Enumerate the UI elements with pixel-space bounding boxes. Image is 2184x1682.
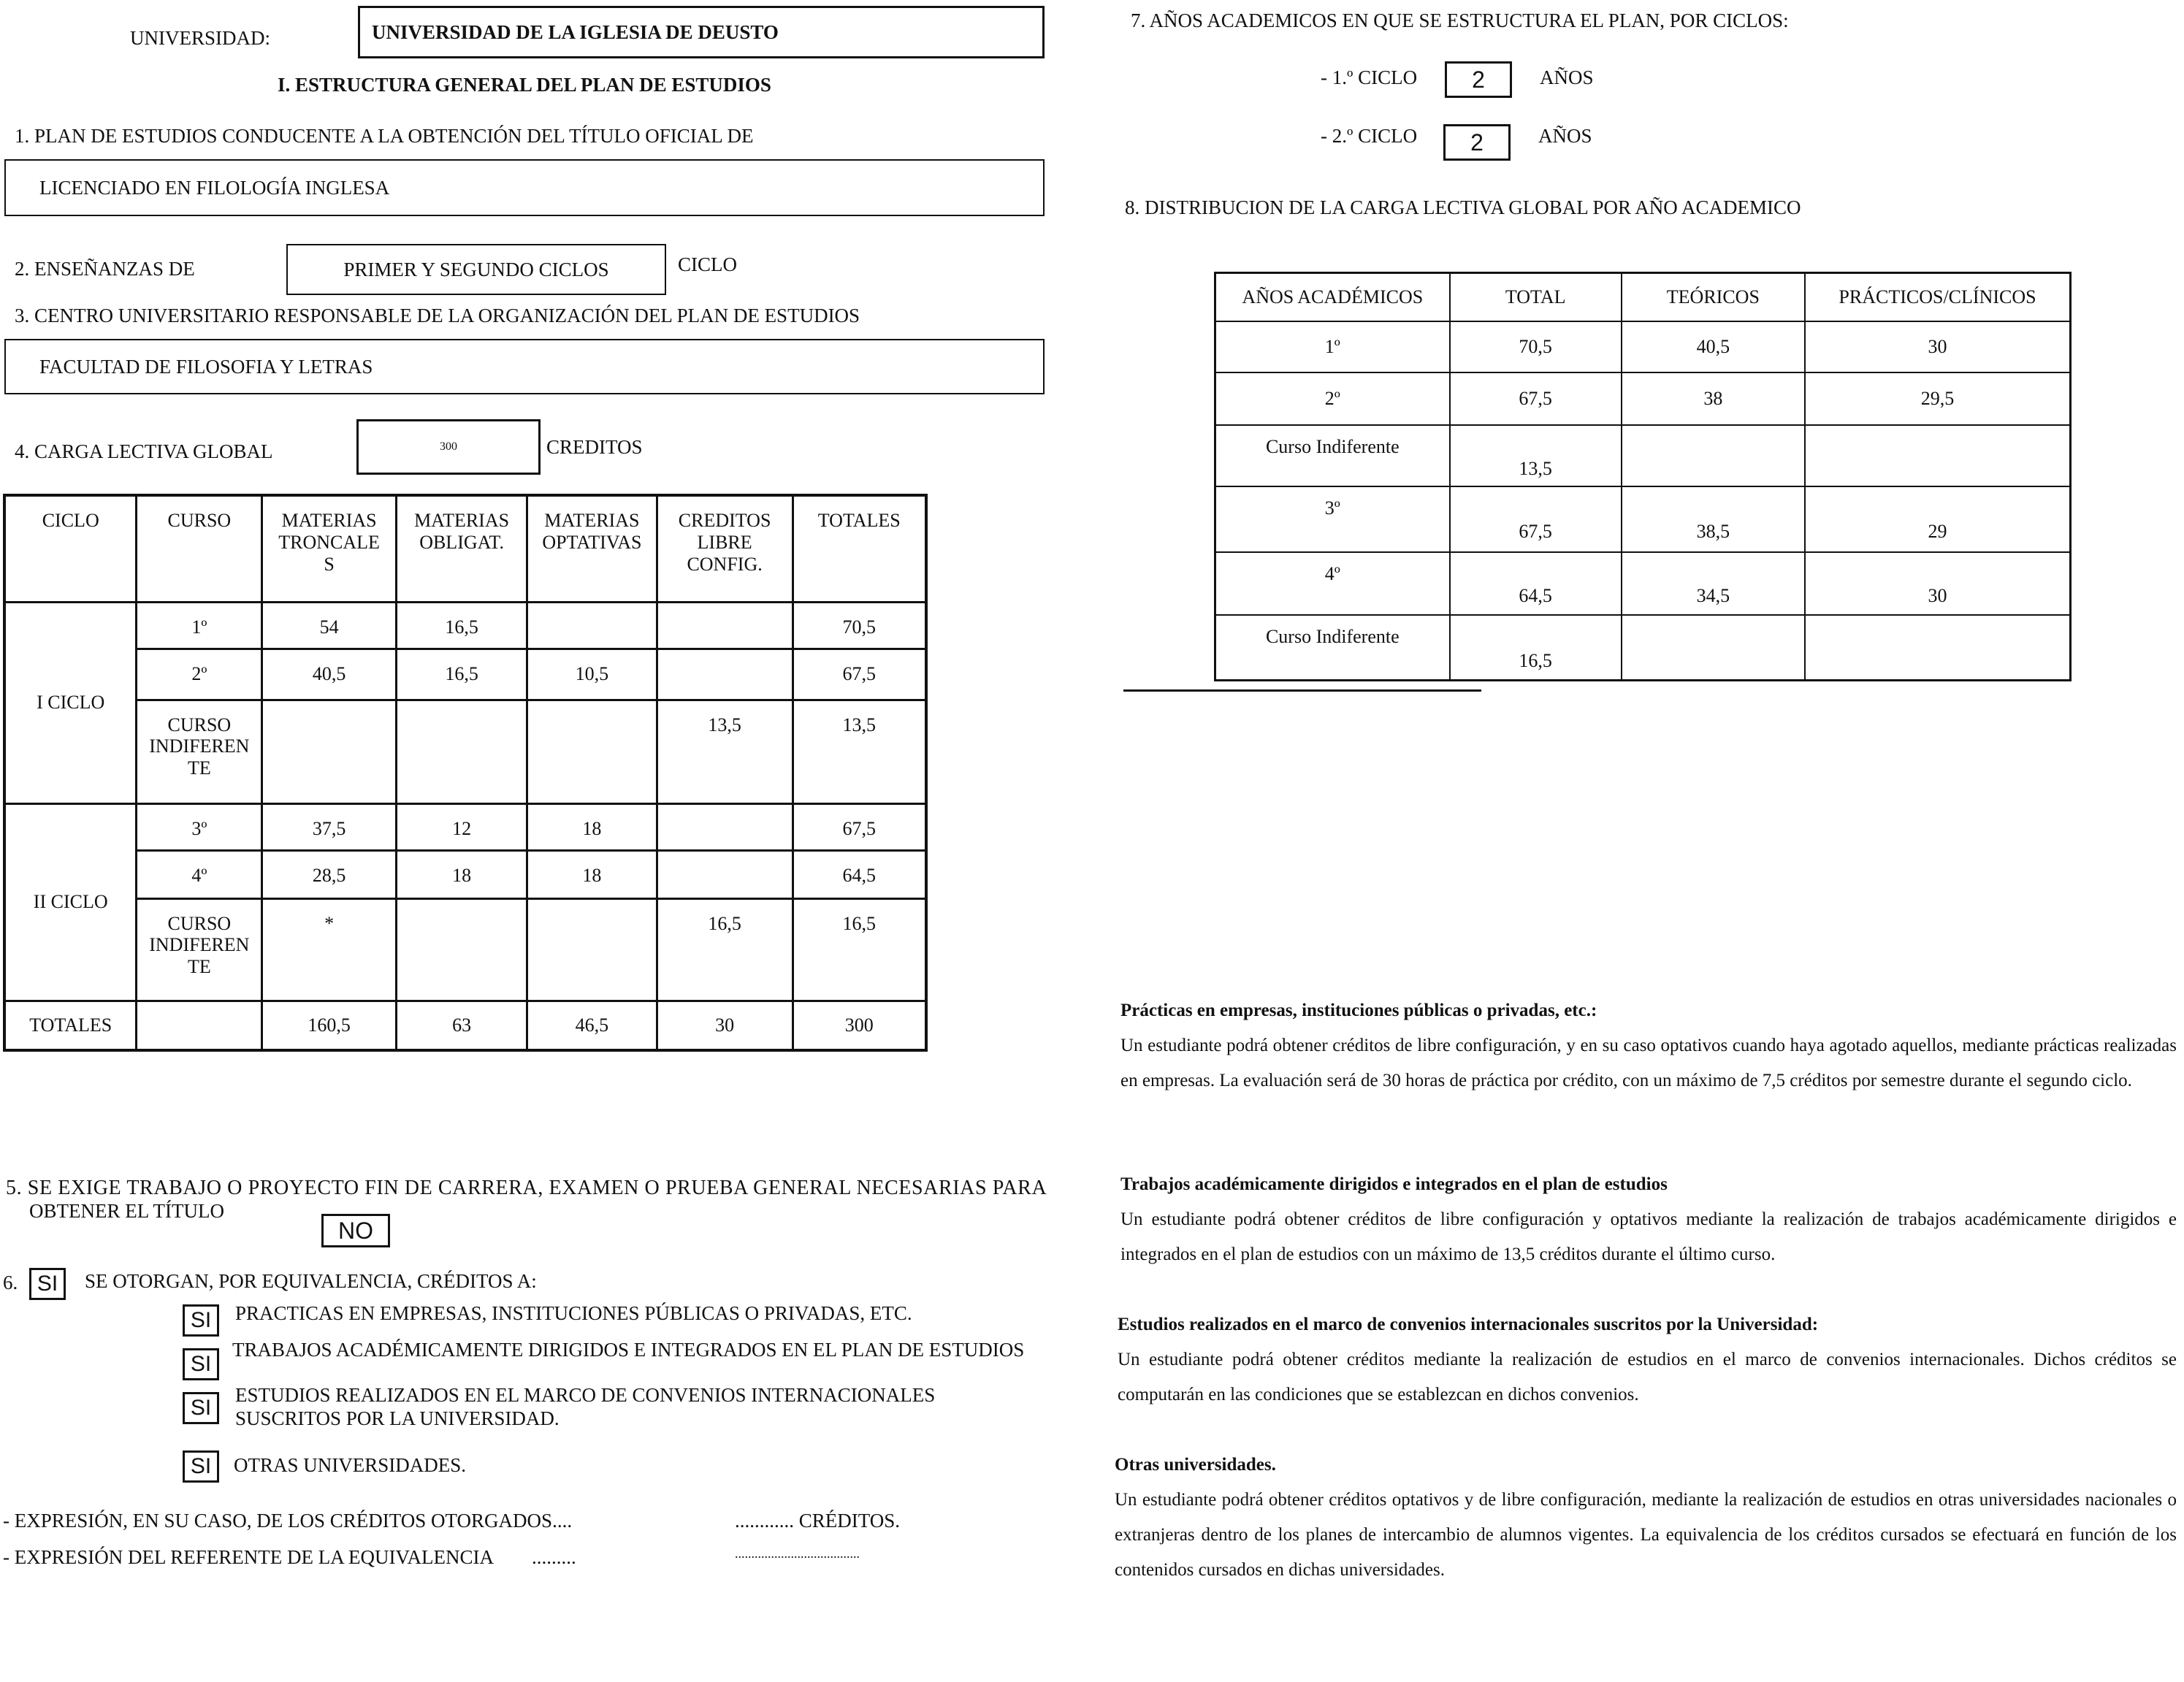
troncales-cell [262, 700, 397, 803]
curso-cell: CURSO INDIFEREN TE [137, 898, 262, 1001]
total-cell: 64,5 [1450, 552, 1622, 615]
curso-cell: 2º [137, 649, 262, 700]
teoricos-cell [1622, 615, 1805, 681]
table-row [1215, 615, 2071, 681]
table-row [1215, 552, 2071, 615]
obligatorias-cell: 16,5 [396, 602, 527, 649]
q3-label: 3. CENTRO UNIVERSITARIO RESPONSABLE DE LA ORGANIZACIÓN DEL PLAN DE ESTUDIOS [15, 305, 860, 326]
teoricos-cell: 38,5 [1622, 486, 1805, 552]
q4-label: 4. CARGA LECTIVA GLOBAL [15, 440, 273, 462]
note-practicas-body: Un estudiante podrá obtener créditos de libre configuración, y en su caso optativos cuando haya agotado aquellos, mediante prácticas realizadas en empresas. La evaluación será de 30 horas de práctica por crédito, con un máximo de 7,5 créditos por semestre durante el segundo ciclo. [1120, 1036, 2177, 1090]
q7-ciclo2-label: - 2.º CICLO [1321, 125, 1418, 147]
obligatorias-cell: 18 [396, 850, 527, 898]
table-row [4, 898, 926, 1001]
q6-item-1-text: PRACTICAS EN EMPRESAS, INSTITUCIONES PÚBLICAS O PRIVADAS, ETC. [235, 1302, 912, 1324]
q3-value: FACULTAD DE FILOSOFIA Y LETRAS [39, 355, 373, 378]
year-cell: Curso Indiferente [1215, 615, 1450, 681]
year-cell: Curso Indiferente [1215, 425, 1450, 486]
q7-ciclo1-box [1445, 61, 1512, 98]
credits-header-row [4, 495, 926, 602]
note-practicas-title: Prácticas en empresas, instituciones públicas o privadas, etc.: [1120, 1001, 1597, 1020]
note-trabajos [1120, 1167, 2177, 1272]
table-row [1215, 425, 2071, 486]
q6-item-4-box [183, 1450, 219, 1483]
header-obligatorias: MATERIAS OBLIGAT. [396, 495, 527, 602]
header-ciclo: CICLO [4, 495, 137, 602]
q1-label: 1. PLAN DE ESTUDIOS CONDUCENTE A LA OBTENCIÓN DEL TÍTULO OFICIAL DE [15, 125, 754, 147]
teoricos-cell [1622, 425, 1805, 486]
note-trabajos-title: Trabajos académicamente dirigidos e integrados en el plan de estudios [1120, 1174, 1668, 1194]
optativas-cell: 18 [527, 850, 657, 898]
totales-cell: 64,5 [793, 850, 926, 898]
header-totales: TOTALES [793, 495, 926, 602]
curso-cell: 3º [137, 803, 262, 850]
q2-field [286, 244, 666, 295]
q6-label: SE OTORGAN, POR EQUIVALENCIA, CRÉDITOS A: [85, 1270, 537, 1292]
year-cell: 4º [1215, 552, 1450, 615]
optativas-cell: 18 [527, 803, 657, 850]
q8-header-total: TOTAL [1450, 273, 1622, 321]
expresion-referente-dots: ......... [532, 1546, 576, 1568]
q6-number: 6. [3, 1272, 18, 1293]
note-otras [1115, 1448, 2177, 1588]
troncales-cell: 54 [262, 602, 397, 649]
totals-optativas: 46,5 [527, 1001, 657, 1050]
header-curso: CURSO [137, 495, 262, 602]
totals-libre: 30 [657, 1001, 793, 1050]
q2-label: 2. ENSEÑANZAS DE [15, 258, 195, 280]
q1-field [4, 159, 1045, 216]
table-row [1215, 372, 2071, 425]
obligatorias-cell: 16,5 [396, 649, 527, 700]
q6-item-1-answer: SI [183, 1304, 219, 1337]
libre-cell [657, 649, 793, 700]
libre-cell: 16,5 [657, 898, 793, 1001]
q7-ciclo2-box [1443, 124, 1511, 161]
header-libre-config: CREDITOS LIBRE CONFIG. [657, 495, 793, 602]
totals-obligatorias: 63 [396, 1001, 527, 1050]
teoricos-cell: 40,5 [1622, 321, 1805, 372]
table-row [4, 700, 926, 803]
table-row [4, 850, 926, 898]
note-practicas [1120, 993, 2177, 1098]
totals-troncales: 160,5 [262, 1001, 397, 1050]
obligatorias-cell: 12 [396, 803, 527, 850]
troncales-cell: * [262, 898, 397, 1001]
header-optativas: MATERIAS OPTATIVAS [527, 495, 657, 602]
optativas-cell [527, 700, 657, 803]
universidad-field [358, 6, 1045, 58]
q5-line2: OBTENER EL TÍTULO [29, 1200, 224, 1222]
section-title: I. ESTRUCTURA GENERAL DEL PLAN DE ESTUDIOS [278, 74, 771, 96]
header-troncales: MATERIAS TRONCALE S [262, 495, 397, 602]
totales-cell: 13,5 [793, 700, 926, 803]
curso-cell: CURSO INDIFEREN TE [137, 700, 262, 803]
q8-header-row [1215, 273, 2071, 321]
expresion-referente: - EXPRESIÓN DEL REFERENTE DE LA EQUIVALENCIA [3, 1546, 494, 1568]
q4-suffix: CREDITOS [546, 436, 643, 458]
q2-suffix: CICLO [678, 253, 737, 275]
q7-ciclo2-unit: AÑOS [1538, 125, 1592, 147]
troncales-cell: 28,5 [262, 850, 397, 898]
q6-item-1-box [183, 1304, 219, 1337]
q6-item-3-box [183, 1392, 219, 1424]
totales-cell: 67,5 [793, 803, 926, 850]
q8-header-teoricos: TEÓRICOS [1622, 273, 1805, 321]
curso-cell: 4º [137, 850, 262, 898]
universidad-value: UNIVERSIDAD DE LA IGLESIA DE DEUSTO [372, 20, 779, 43]
optativas-cell [527, 898, 657, 1001]
practicos-cell: 30 [1805, 321, 2071, 372]
q5-line1: 5. SE EXIGE TRABAJO O PROYECTO FIN DE CARRERA, EXAMEN O PRUEBA GENERAL NECESARIAS PARA [6, 1177, 1047, 1199]
totals-total: 300 [793, 1001, 926, 1050]
optativas-cell [527, 602, 657, 649]
ciclo-1-label: I CICLO [4, 602, 137, 803]
q6-item-3-text-line1: ESTUDIOS REALIZADOS EN EL MARCO DE CONVENIOS INTERNACIONALES [235, 1384, 936, 1406]
table-row [4, 649, 926, 700]
q3-field [4, 339, 1045, 394]
q6-item-2-answer: SI [183, 1348, 219, 1380]
q5-answer: NO [338, 1217, 373, 1244]
q6-item-3-answer: SI [183, 1392, 219, 1424]
credits-table [3, 494, 928, 1052]
q7-ciclo1-unit: AÑOS [1540, 66, 1594, 88]
year-cell: 3º [1215, 486, 1450, 552]
libre-cell [657, 803, 793, 850]
year-cell: 2º [1215, 372, 1450, 425]
totales-cell: 67,5 [793, 649, 926, 700]
optativas-cell: 10,5 [527, 649, 657, 700]
q7-ciclo1-value: 2 [1472, 66, 1485, 93]
q7-ciclo1-label: - 1.º CICLO [1321, 66, 1418, 88]
q6-item-4-text: OTRAS UNIVERSIDADES. [234, 1454, 467, 1476]
universidad-label: UNIVERSIDAD: [130, 27, 270, 49]
libre-cell [657, 602, 793, 649]
q6-item-2-text: TRABAJOS ACADÉMICAMENTE DIRIGIDOS E INTEGRADOS EN EL PLAN DE ESTUDIOS [232, 1339, 1025, 1361]
curso-cell: 1º [137, 602, 262, 649]
obligatorias-cell [396, 898, 527, 1001]
total-cell: 16,5 [1450, 615, 1622, 681]
q4-value: 300 [440, 440, 457, 453]
table-row [4, 803, 926, 850]
q8-underline [1123, 689, 1481, 692]
practicos-cell: 30 [1805, 552, 2071, 615]
year-cell: 1º [1215, 321, 1450, 372]
q7-label: 7. AÑOS ACADEMICOS EN QUE SE ESTRUCTURA EL PLAN, POR CICLOS: [1131, 9, 1789, 31]
troncales-cell: 37,5 [262, 803, 397, 850]
q5-answer-box [321, 1214, 390, 1247]
q8-label: 8. DISTRIBUCION DE LA CARGA LECTIVA GLOBAL POR AÑO ACADEMICO [1125, 196, 1801, 218]
q6-answer: SI [29, 1268, 66, 1300]
totals-label: TOTALES [4, 1001, 137, 1050]
practicos-cell [1805, 615, 2071, 681]
practicos-cell: 29 [1805, 486, 2071, 552]
totales-cell: 16,5 [793, 898, 926, 1001]
total-cell: 13,5 [1450, 425, 1622, 486]
note-otras-title: Otras universidades. [1115, 1455, 1276, 1475]
teoricos-cell: 38 [1622, 372, 1805, 425]
practicos-cell [1805, 425, 2071, 486]
q8-table [1214, 272, 2072, 681]
q6-item-2-box [183, 1348, 219, 1380]
totals-curso [137, 1001, 262, 1050]
note-convenios [1118, 1307, 2177, 1413]
table-row [4, 602, 926, 649]
expresion-creditos: - EXPRESIÓN, EN SU CASO, DE LOS CRÉDITOS OTORGADOS.... [3, 1510, 573, 1532]
total-cell: 67,5 [1450, 372, 1622, 425]
total-cell: 67,5 [1450, 486, 1622, 552]
table-row [1215, 321, 2071, 372]
ciclo-2-label: II CICLO [4, 803, 137, 1001]
expresion-creditos-dots: ............ CRÉDITOS. [735, 1510, 901, 1532]
q1-value: LICENCIADO EN FILOLOGÍA INGLESA [39, 176, 390, 199]
note-trabajos-body: Un estudiante podrá obtener créditos de libre configuración y optativos mediante la realización de trabajos académicamente dirigidos e integrados en el plan de estudios con un máximo de 13,5 créditos durante el último curso. [1120, 1209, 2177, 1264]
q8-header-practicos: PRÁCTICOS/CLÍNICOS [1805, 273, 2071, 321]
q6-item-4-answer: SI [183, 1450, 219, 1483]
note-otras-body: Un estudiante podrá obtener créditos optativos y de libre configuración, mediante la realización de estudios en otras universidades nacionales o extranjeras dentro de los planes de intercambio de alumnos vigentes. La equivalencia de los créditos cursados se efectuará en función de los contenidos cursados en dichas universidades. [1115, 1490, 2177, 1580]
obligatorias-cell [396, 700, 527, 803]
q2-value: PRIMER Y SEGUNDO CICLOS [343, 258, 609, 280]
q6-item-3-text-line2: SUSCRITOS POR LA UNIVERSIDAD. [235, 1407, 560, 1429]
table-row [1215, 486, 2071, 552]
teoricos-cell: 34,5 [1622, 552, 1805, 615]
totales-cell: 70,5 [793, 602, 926, 649]
q4-field [356, 419, 541, 475]
total-cell: 70,5 [1450, 321, 1622, 372]
note-convenios-title: Estudios realizados en el marco de convenios internacionales suscritos por la Universidad: [1118, 1315, 1819, 1334]
q7-ciclo2-value: 2 [1470, 129, 1484, 156]
q6-answer-box [29, 1268, 66, 1300]
q8-header-years: AÑOS ACADÉMICOS [1215, 273, 1450, 321]
libre-cell: 13,5 [657, 700, 793, 803]
expresion-referente-dots-2: ...................................... [735, 1546, 860, 1561]
libre-cell [657, 850, 793, 898]
practicos-cell: 29,5 [1805, 372, 2071, 425]
totals-row [4, 1001, 926, 1050]
troncales-cell: 40,5 [262, 649, 397, 700]
note-convenios-body: Un estudiante podrá obtener créditos mediante la realización de estudios en el marco de convenios internacionales. Dichos créditos se computarán en las condiciones que se establezcan en dichos convenios. [1118, 1350, 2177, 1404]
